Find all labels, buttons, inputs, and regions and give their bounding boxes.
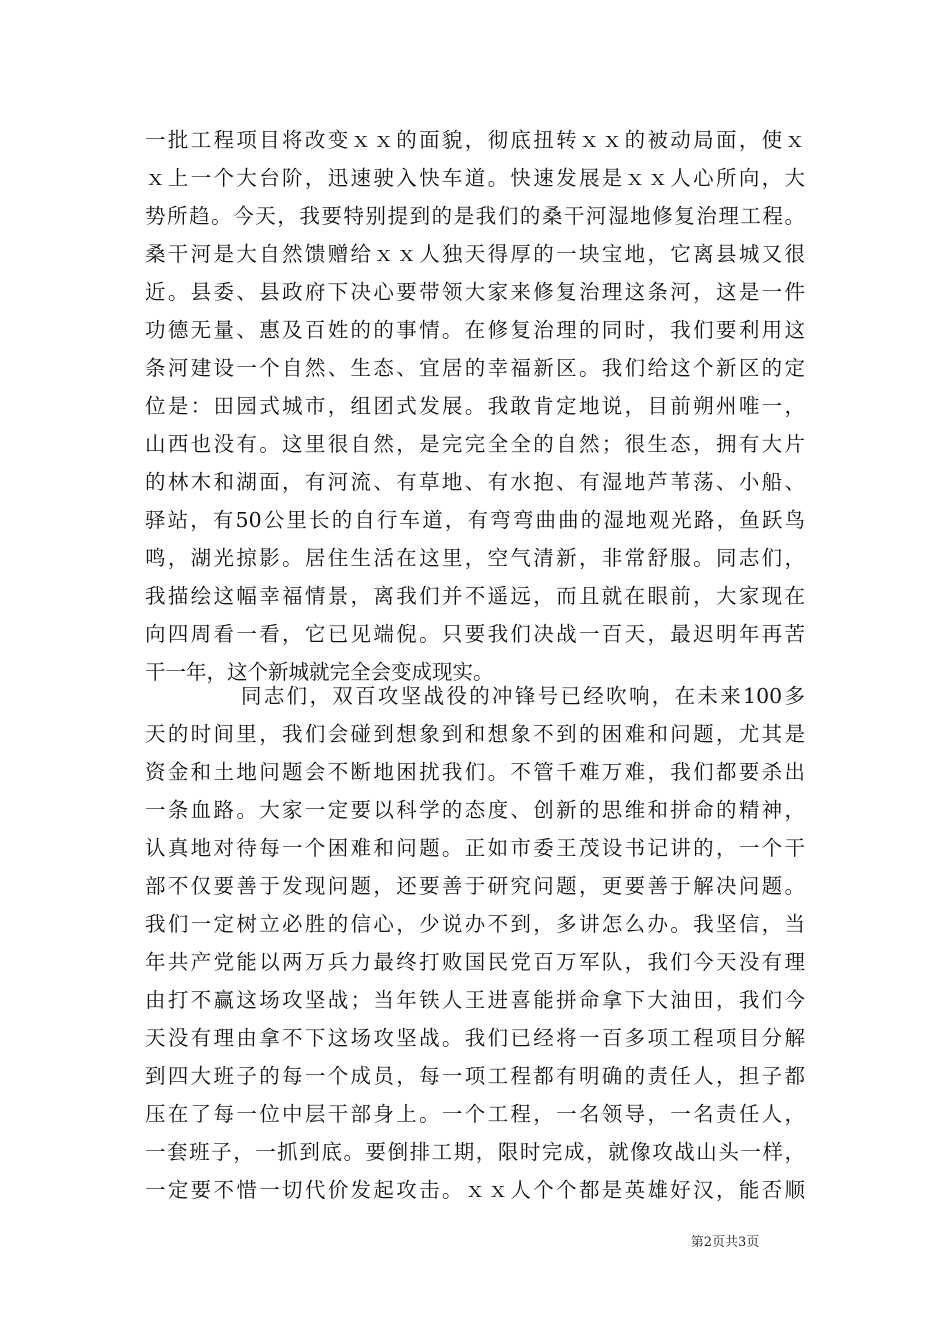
page-footer [0, 1231, 950, 1250]
text-line: 一套班子，一抓到底。要倒排工期，限时完成，就像攻战山头一样， [145, 1140, 805, 1164]
text-line: 山西也没有。这里很自然，是完完全全的自然；很生态，拥有大片 [145, 432, 805, 456]
text-line: 向四周看一看，它已见端倪。只要我们决战一百天，最迟明年再苦 [145, 622, 805, 646]
text-line: 近。县委、县政府下决心要带领大家来修复治理这条河，这是一件 [145, 280, 805, 304]
text-line: ｘ上一个大台阶，迅速驶入快车道。快速发展是ｘｘ人心所向，大 [145, 166, 805, 190]
text-line: 我们一定树立必胜的信心，少说办不到，多讲怎么办。我坚信，当 [145, 912, 805, 936]
text-line: 条河建设一个自然、生态、宜居的幸福新区。我们给这个新区的定 [145, 356, 805, 380]
text-line: 部不仅要善于发现问题，还要善于研究问题，更要善于解决问题。 [145, 874, 805, 898]
text-line: 一批工程项目将改变ｘｘ的面貌，彻底扭转ｘｘ的被动局面，使ｘ [145, 128, 805, 152]
text-line: 的林木和湖面，有河流、有草地、有水抱、有湿地芦苇荡、小船、 [145, 470, 805, 494]
text-line: 势所趋。今天，我要特别提到的是我们的桑干河湿地修复治理工程。 [145, 204, 805, 228]
paragraph-2 [145, 677, 805, 1209]
text-line: 驿站，有50公里长的自行车道，有弯弯曲曲的湿地观光路，鱼跃鸟 [145, 508, 805, 532]
text-line: 认真地对待每一个困难和问题。正如市委王茂设书记讲的，一个干 [145, 836, 805, 860]
page-number: 第2页共3页 [690, 1235, 760, 1250]
text-line: 压在了每一位中层干部身上。一个工程，一名领导，一名责任人， [145, 1102, 805, 1126]
text-line: 天的时间里，我们会碰到想象到和想象不到的困难和问题，尤其是 [145, 722, 805, 746]
text-line: 我描绘这幅幸福情景，离我们并不遥远，而且就在眼前，大家现在 [145, 584, 805, 608]
text-line: 一定要不惜一切代价发起攻击。ｘｘ人个个都是英雄好汉，能否顺 [145, 1178, 805, 1202]
text-line: 鸣，湖光掠影。居住生活在这里，空气清新，非常舒服。同志们， [145, 546, 805, 570]
text-line: 一条血路。大家一定要以科学的态度、创新的思维和拼命的精神， [145, 798, 805, 822]
text-line: 桑干河是大自然馈赠给ｘｘ人独天得厚的一块宝地，它离县城又很 [145, 242, 805, 266]
text-line: 到四大班子的每一个成员，每一项工程都有明确的责任人，担子都 [145, 1064, 805, 1088]
text-line: 天没有理由拿不下这场攻坚战。我们已经将一百多项工程项目分解 [145, 1026, 805, 1050]
text-line: 资金和土地问题会不断地困扰我们。不管千难万难，我们都要杀出 [145, 760, 805, 784]
text-line: 年共产党能以两万兵力最终打败国民党百万军队，我们今天没有理 [145, 950, 805, 974]
paragraph-1 [145, 121, 805, 691]
text-line: 功德无量、惠及百姓的的事情。在修复治理的同时，我们要利用这 [145, 318, 805, 342]
text-line: 由打不赢这场攻坚战；当年铁人王进喜能拼命拿下大油田，我们今 [145, 988, 805, 1012]
text-line: 干一年，这个新城就完全会变成现实。 [145, 660, 494, 684]
text-line: 同志们，双百攻坚战役的冲锋号已经吹响，在未来100多 [241, 684, 805, 708]
text-line: 位是：田园式城市，组团式发展。我敢肯定地说，目前朔州唯一， [145, 394, 805, 418]
